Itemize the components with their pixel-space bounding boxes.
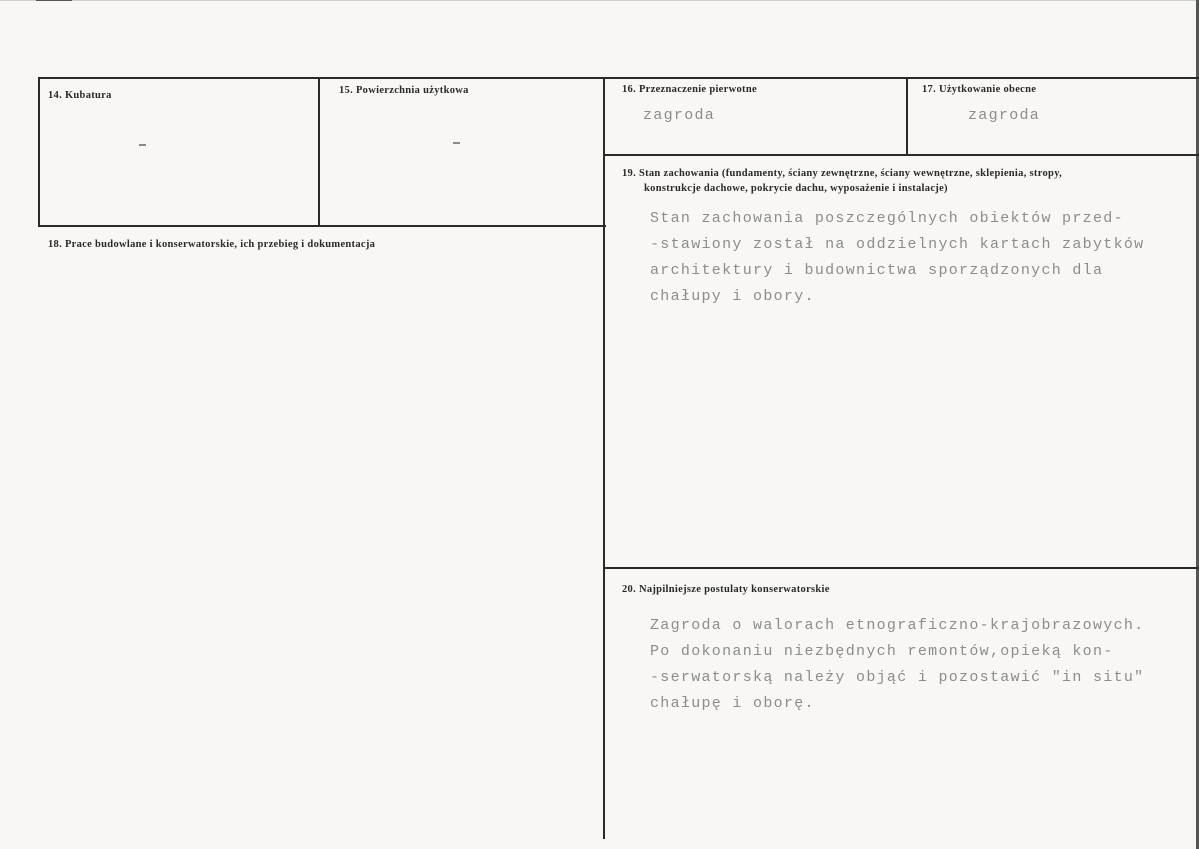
rule-mid-right: [604, 567, 1199, 569]
field-19-text-line4: chałupy i obory.: [650, 288, 815, 305]
rule-row1-right: [604, 154, 1199, 156]
field-16-label: 16. Przeznaczenie pierwotne: [622, 84, 757, 95]
rule-row1-left: [38, 225, 606, 227]
field-19-label-line1: 19. Stan zachowania (fundamenty, ściany zewnętrzne, ściany wewnętrzne, sklepienia, stropy,: [622, 168, 1063, 179]
rule-v-main: [603, 77, 605, 839]
field-17-value: zagroda: [968, 107, 1041, 124]
field-20-text-line4: chałupę i oborę.: [650, 695, 815, 712]
field-14-value: [139, 144, 146, 146]
rule-v1: [318, 77, 320, 227]
field-20-label: 20. Najpilniejsze postulaty konserwatorskie: [622, 584, 830, 595]
rule-v3: [906, 77, 908, 155]
field-19-text-line2: -stawiony został na oddzielnych kartach zabytków: [650, 236, 1145, 253]
field-20-text-line1: Zagroda o walorach etnograficzno-krajobrazowych.: [650, 617, 1145, 634]
sheet-top-edge: [0, 0, 1199, 1]
field-20-text-line3: -serwatorską należy objąć i pozostawić "in situ": [650, 669, 1145, 686]
rule-left: [38, 77, 40, 227]
field-17-label: 17. Użytkowanie obecne: [922, 84, 1037, 95]
field-19-label-line2: konstrukcje dachowe, pokrycie dachu, wyposażenie i instalacje): [644, 183, 948, 194]
field-14-label: 14. Kubatura: [48, 90, 112, 101]
field-18-label: 18. Prace budowlane i konserwatorskie, ich przebieg i dokumentacja: [48, 239, 376, 250]
field-20-text-line2: Po dokonaniu niezbędnych remontów,opieką kon-: [650, 643, 1114, 660]
field-19-text-line1: Stan zachowania poszczególnych obiektów przed-: [650, 210, 1124, 227]
field-15-label: 15. Powierzchnia użytkowa: [339, 85, 469, 96]
rule-top: [38, 77, 1199, 79]
field-15-value: [453, 142, 460, 144]
field-16-value: zagroda: [643, 107, 716, 124]
corner-mark: [36, 0, 72, 1]
field-19-text-line3: architektury i budownictwa sporządzonych dla: [650, 262, 1104, 279]
